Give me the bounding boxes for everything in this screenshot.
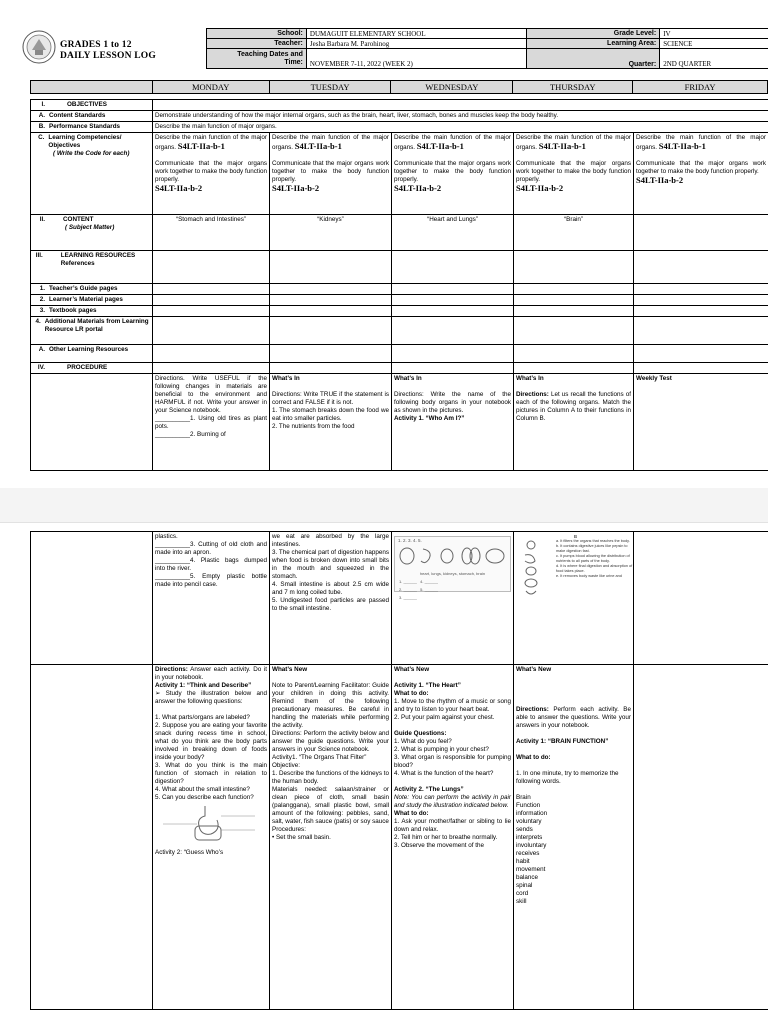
performance-standards-label: B. Performance Standards	[31, 122, 153, 133]
brand-title	[60, 40, 156, 62]
performance-standards-text: Describe the main function of major organs.	[153, 122, 768, 133]
row-learners-material	[31, 295, 768, 306]
content-monday: “Stomach and Intestines”	[153, 215, 270, 251]
row-performance-standards	[31, 122, 768, 133]
day-tuesday: TUESDAY	[269, 81, 391, 94]
lesson-log-page-2	[0, 522, 768, 1024]
additional-materials-label: 4. Additional Materials from Learning Resource LR portal	[31, 317, 153, 345]
dates-value: NOVEMBER 7-11, 2022 (WEEK 2)	[306, 49, 526, 69]
objectives-label: I. OBJECTIVES	[31, 100, 153, 111]
content-label: II. CONTENT ( Subject Matter)	[31, 215, 153, 251]
other-resources-label: A. Other Learning Resources	[31, 345, 153, 363]
dates-label-2: Time:	[284, 58, 303, 66]
row-textbook	[31, 306, 768, 317]
proc-friday: Weekly Test	[634, 374, 768, 471]
content-friday	[634, 215, 768, 251]
cont-monday: plastics. __________3. Cutting of old cloth and made into an apron. __________4. Plastic bags dumped into the river. __________5. Empty plastic bottle made into pencil case.	[153, 532, 270, 665]
row-teachers-guide	[31, 284, 768, 295]
textbook-label: 3. Textbook pages	[31, 306, 153, 317]
lesson-table-page-2	[30, 531, 768, 1010]
quarter-value: 2ND QUARTER	[660, 49, 768, 69]
lesson-log-page-1	[0, 0, 768, 488]
row-whats-new	[31, 665, 768, 1010]
brand-line-2: DAILY LESSON LOG	[60, 51, 156, 61]
day-friday: FRIDAY	[633, 81, 768, 94]
content-standards-label: A. Content Standards	[31, 111, 153, 122]
resources-label: III. LEARNING RESOURCES References	[31, 251, 153, 284]
objectives-blank	[153, 100, 768, 111]
content-subject-matter: ( Subject Matter)	[65, 224, 115, 231]
new-wednesday: What’s New Activity 1. “The Heart” What to do: 1. Move to the rhythm of a music or song and try to listen to your heart beat. 2. Put your palm against your chest. Guide Questions: 1. What do you feel? 2. What is pumping in your chest? 3. What organ is responsible for pumping blood? 4. What is the function of the heart? Activity 2. “The Lungs” Note: You can perform the activity in pair and study the illustration indicated below. What to do: 1. Ask your mother/father or sibling to lie down and relax. 2. Tell him or her to breathe normally. 3. Observe the movement of the	[392, 665, 514, 1010]
row-content-standards	[31, 111, 768, 122]
quarter-label: Quarter:	[526, 49, 660, 69]
content-standards-text: Demonstrate understanding of how the major internal organs, such as the brain, heart, liver, stomach, bones and muscles keep the body healthy.	[153, 111, 768, 122]
area-label: Learning Area:	[526, 39, 660, 49]
day-monday: MONDAY	[152, 81, 269, 94]
organs-illustration-icon	[395, 545, 507, 567]
new-tuesday: What’s New Note to Parent/Learning Facilitator: Guide your children in doing this activity. Remind them of the following precautionary measures. Be careful in handling the materials while performing the activity. Directions: Perform the activity below and answer the guide questions. Write your answers in your Science notebook. Activity1. “The Organs That Filter” Objective: 1. Describe the functions of the kidneys to the human body. Materials needed: salaan/strainer or clean piece of cloth, small basin (palanggana), small plastic bowl, small amount of the following: pebbles, sand, salt, water, fish sauce (patis) or soy sauce Procedures: • Set the small basin.	[270, 665, 392, 1010]
competency-friday: Describe the main function of the major organs. S4LT-IIa-b-1 Communicate that the major organs work together to make the body function properly. S4LT-IIa-b-2	[634, 133, 768, 215]
grade-label: Grade Level:	[526, 29, 660, 39]
procedure-blank	[31, 374, 153, 471]
proc-wednesday: What’s In Directions: Write the name of the following body organs in your notebook as shown in the pictures. Activity 1. “Who Am I?”	[392, 374, 514, 471]
new-thursday: What’s New Directions: Perform each activity. Be able to answer the questions. Write your answers in your notebook. Activity 1: “BRAIN FUNCTION” What to do: 1. In one minute, try to memorize the following words. Brain Function information voluntary sends interprets involuntary receives habit movement balance spinal cord skill	[514, 665, 634, 1010]
proc-thursday: What’s In Directions: Let us recall the functions of each of the following organs. Match the pictures in Column A to their functions in Column B.	[514, 374, 634, 471]
cont-wednesday	[392, 532, 514, 665]
cont-thursday	[514, 532, 634, 665]
content-wednesday: “Heart and Lungs”	[392, 215, 514, 251]
lesson-table-page-1	[30, 99, 768, 471]
day-wednesday: WEDNESDAY	[391, 81, 513, 94]
cont-tuesday: we eat are absorbed by the large intestines. 3. The chemical part of digestion happens when food is broken down into small bits in the mouth and squeezed in the stomach. 4. Small intestine is about 2.5 cm wide and 7 m long coiled tube. 5. Undigested food particles are passed to the small intestine.	[270, 532, 392, 665]
row-content	[31, 215, 768, 251]
row-competencies	[31, 133, 768, 215]
organs-picture: 1. 2. 3. 4. 5. heart, lungs, kidneys, stomach, brain 1. ______ 4. ______ 2. ______ 5. ______ 3. ______	[394, 536, 511, 592]
info-table	[206, 28, 768, 69]
row-continued	[31, 532, 768, 665]
content-tuesday: “Kidneys”	[270, 215, 392, 251]
page-gap	[0, 488, 768, 522]
dates-label-1: Teaching Dates and	[237, 50, 303, 58]
row-procedure	[31, 363, 768, 374]
row-objectives	[31, 100, 768, 111]
brand-line-1: GRADES 1 to 12	[60, 40, 132, 50]
digestive-system-icon	[155, 804, 267, 844]
memorize-word-list: Brain Function information voluntary sends interprets involuntary receives habit movement balance spinal cord skill	[516, 794, 548, 905]
new-monday: Directions: Answer each activity. Do it in your notebook. Activity 1: “Think and Describe” ➢ Study the illustration below and answer the following questions: 1. What parts/organs are labeled? 2. Suppose you are eating your favorite snack during recess time in school, what do you think are the body parts involved in breaking down of foods inside your body? 3. What do you think is the main function of stomach in relation to digestion? 4. What about the small intestine? 5. Can you describe each function? Activity 2: “Guess Who’s	[153, 665, 270, 1010]
content-thursday: “Brain”	[514, 215, 634, 251]
proc-monday: Directions. Write USEFUL if the following changes in materials are beneficial to the environment and HARMFUL if not. Write your answer in your Science notebook. __________1. Using old tires as plant pots. __________2. Burning of	[153, 374, 270, 471]
deped-seal-icon	[22, 30, 56, 64]
competency-tuesday: Describe the main function of the major organs. S4LT-IIa-b-1 Communicate that the major organs work together to make the body function properly. S4LT-IIa-b-2	[270, 133, 392, 215]
row-resources	[31, 251, 768, 284]
days-header	[30, 80, 768, 94]
days-blank-cell	[31, 81, 153, 94]
row-additional-materials	[31, 317, 768, 345]
competencies-label: C. Learning Competencies/ Objectives ( Write the Code for each)	[31, 133, 153, 215]
school-value: DUMAGUIT ELEMENTARY SCHOOL	[306, 29, 526, 39]
teacher-label: Teacher:	[207, 39, 307, 49]
organs-column-a-icon	[520, 539, 542, 597]
competency-thursday: Describe the main function of the major organs. S4LT-IIa-b-1 Communicate that the major organs work together to make the body function properly. S4LT-IIa-b-2	[514, 133, 634, 215]
procedure-label: IV. PROCEDURE	[31, 363, 153, 374]
dates-label	[207, 49, 307, 69]
proc-tuesday: What’s In Directions: Write TRUE if the statement is correct and FALSE if it is not. 1. The stomach breaks down the food we eat into smaller particles. 2. The nutrients from the food	[270, 374, 392, 471]
grade-value: IV	[660, 29, 768, 39]
row-other-resources	[31, 345, 768, 363]
matching-picture: B a. It filters the organs that reaches the body. b. It contains digestive juices like pepsin to make digestion fast. c. It pumps blood allowing the distribution of nutrients to all parts of the body. d. It is where final digestion and absorption of food takes place. e. It removes body waste like urine and	[516, 533, 631, 599]
competencies-code-hint: ( Write the Code for each)	[53, 150, 130, 157]
row-procedure-whats-in	[31, 374, 768, 471]
day-thursday: THURSDAY	[513, 81, 633, 94]
learners-material-label: 2. Learner’s Material pages	[31, 295, 153, 306]
area-value: SCIENCE	[660, 39, 768, 49]
school-label: School:	[207, 29, 307, 39]
competency-monday: Describe the main function of the major organs. S4LT-IIa-b-1 Communicate that the major organs work together to make the body function properly. S4LT-IIa-b-2	[153, 133, 270, 215]
teacher-value: Jesha Barbara M. Parohinog	[306, 39, 526, 49]
competency-wednesday: Describe the main function of the major organs. S4LT-IIa-b-1 Communicate that the major organs work together to make the body function properly. S4LT-IIa-b-2	[392, 133, 514, 215]
teachers-guide-label: 1. Teacher’s Guide pages	[31, 284, 153, 295]
